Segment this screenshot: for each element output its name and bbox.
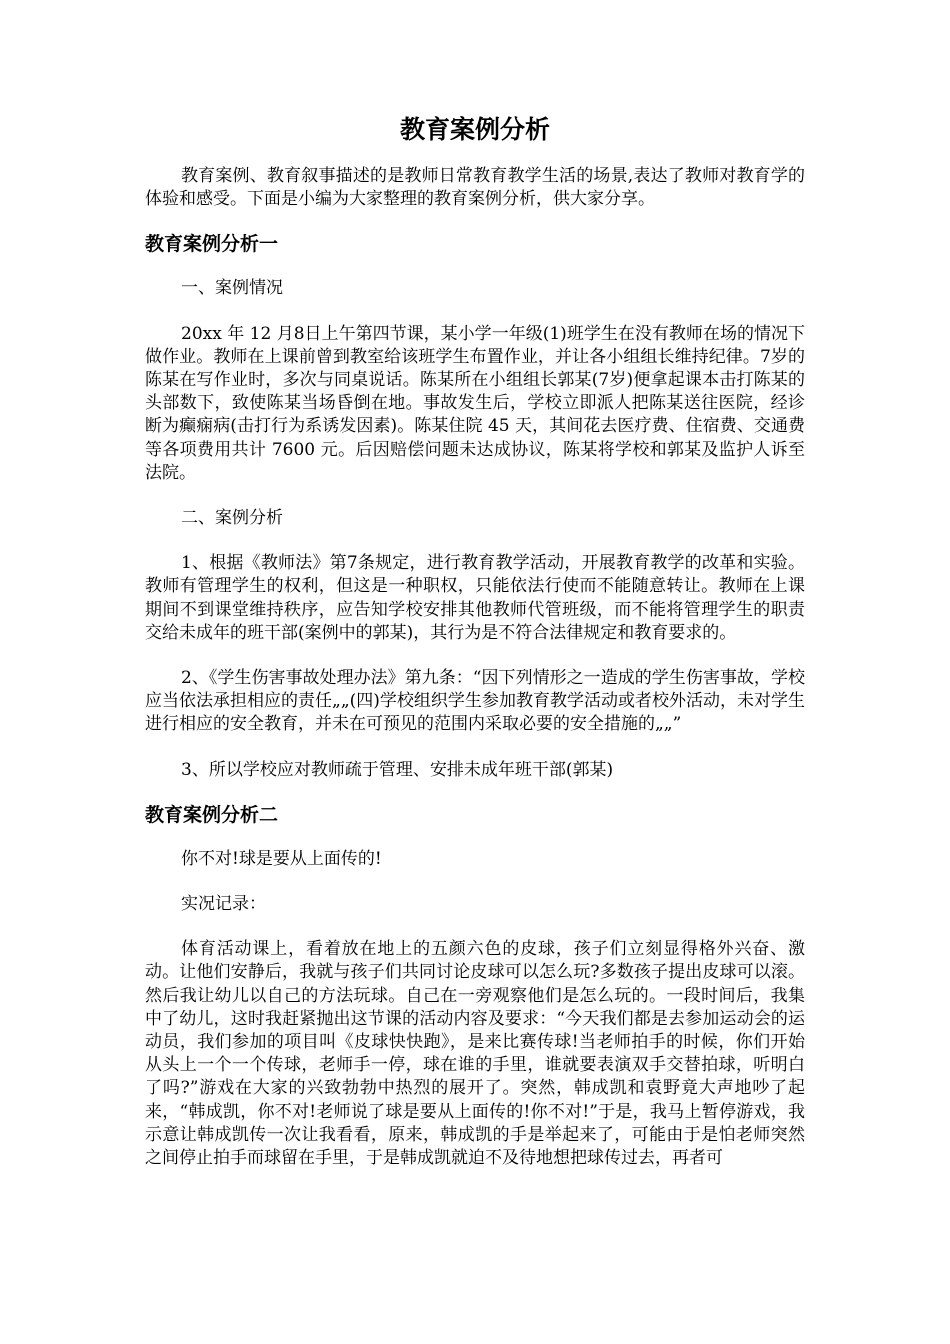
analysis-paragraph-3: 3、所以学校应对教师疏于管理、安排未成年班干部(郭某) xyxy=(181,759,614,780)
intro-paragraph: 教育案例、教育叙事描述的是教师日常教育教学生活的场景,表达了教师对教育学的体验和感受。下面是小编为大家整理的教育案例分析，供大家分享。 xyxy=(145,166,805,210)
case-situation-paragraph: 20xx 年 12 月8日上午第四节课，某小学一年级(1)班学生在没有教师在场的情况下做作业。教师在上课前曾到教室给该班学生布置作业，并让各小组组长维持纪律。7岁的陈某在写作业时，多次与同桌说话。陈某所在小组组长郭某(7岁)便拿起课本击打陈某的头部数下，致使陈某当场昏倒在地。事故发生后，学校立即派人把陈某送往医院，经诊断为癫痫病(击打行为系诱发因素)。陈某住院 45 天，其间花去医疗费、住宿费、交通费等各项费用共计 7600 元。后因赔偿问题未达成协议，陈某将学校和郭某及监护人诉至法院。 xyxy=(145,323,805,483)
section-heading-1: 教育案例分析一 xyxy=(145,233,279,256)
record-paragraph: 体育活动课上，看着放在地上的五颜六色的皮球，孩子们立刻显得格外兴奋、激动。让他们安静后，我就与孩子们共同讨论皮球可以怎么玩?多数孩子提出皮球可以滚。然后我让幼儿以自己的方法玩球。自己在一旁观察他们是怎么玩的。一段时间后，我集中了幼儿，这时我赶紧抛出这节课的活动内容及要求：“今天我们都是去参加运动会的运动员，我们参加的项目叫《皮球快快跑》，是来比赛传球!当老师拍手的时候，你们开始从头上一个一个传球，老师手一停，球在谁的手里，谁就要表演双手交替拍球，听明白了吗?”游戏在大家的兴致勃勃中热烈的展开了。突然，韩成凯和袁野竟大声地吵了起来，“韩成凯，你不对!老师说了球是要从上面传的!你不对!”于是，我马上暂停游戏，我示意让韩成凯传一次让我看看，原来，韩成凯的手是举起来了，可能由于是怕老师突然之间停止拍手而球留在手里，于是韩成凯就迫不及待地想把球传过去，再者可 xyxy=(145,939,805,1169)
analysis-paragraph-1: 1、根据《教师法》第7条规定，进行教育教学活动，开展教育教学的改革和实验。教师有管理学生的权利，但这是一种职权，只能依法行使而不能随意转让。教师在上课期间不到课堂维持秩序，应告知学校安排其他教师代管班级，而不能将管理学生的职责交给未成年的班干部(案例中的郭某)，其行为是不符合法律规定和教育要求的。 xyxy=(145,553,805,643)
record-label: 实况记录： xyxy=(181,894,266,915)
quote-line: 你不对!球是要从上面传的! xyxy=(181,848,382,869)
document-page xyxy=(145,112,805,1170)
document-title: 教育案例分析 xyxy=(399,115,550,144)
analysis-paragraph-2: 2、《学生伤害事故处理办法》第九条：“因下列情形之一造成的学生伤害事故，学校应当依法承担相应的责任„„(四)学校组织学生参加教育教学活动或者校外活动，未对学生进行相应的安全教育，并未在可预见的范围内采取必要的安全措施的„„” xyxy=(145,668,805,735)
subheading-case-analysis: 二、案例分析 xyxy=(181,508,283,529)
section-heading-2: 教育案例分析二 xyxy=(145,803,279,826)
subheading-case-situation: 一、案例情况 xyxy=(181,278,283,299)
